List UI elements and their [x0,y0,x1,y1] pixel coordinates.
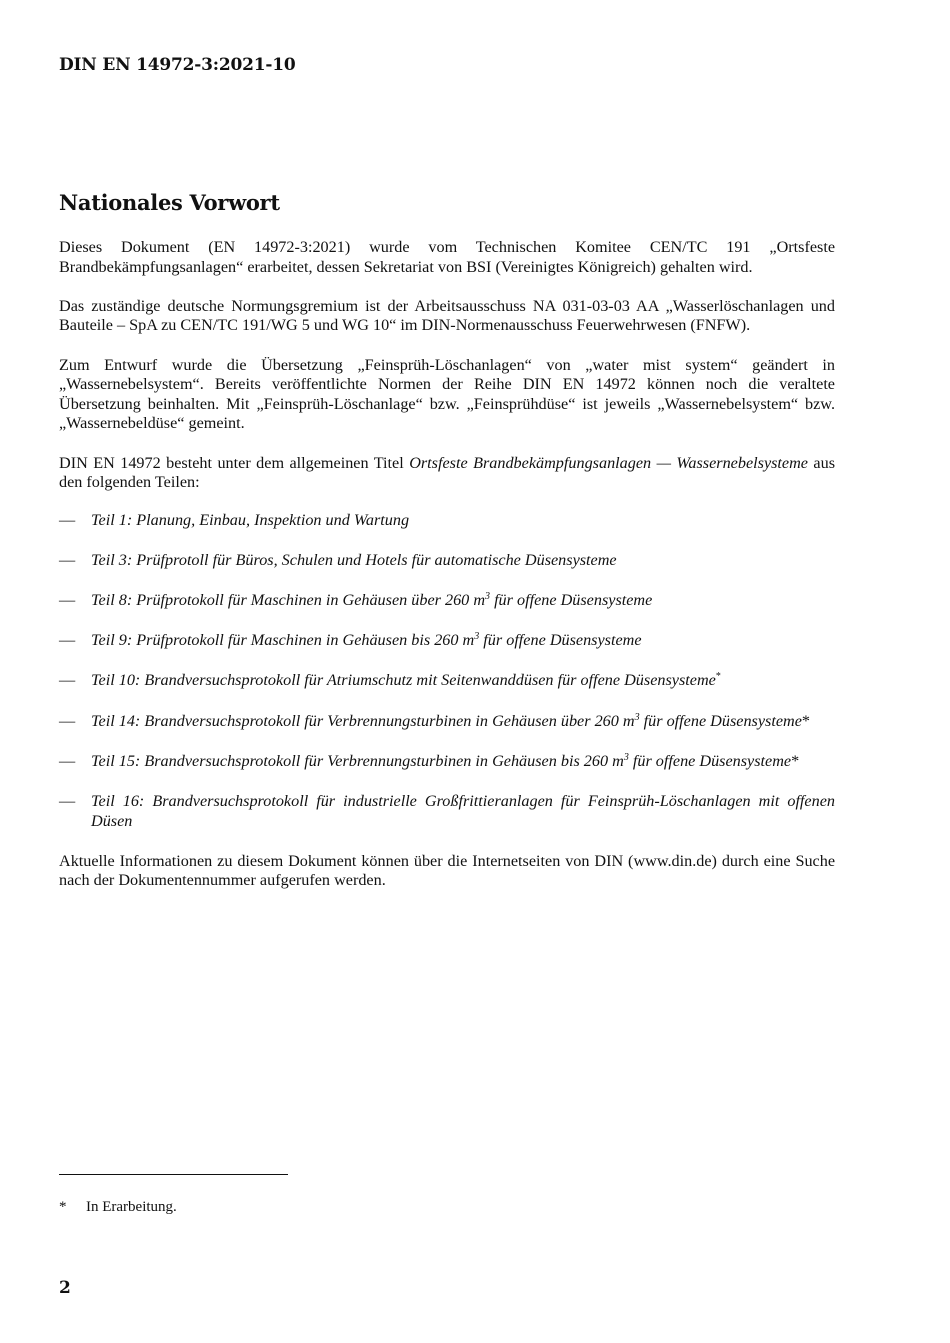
footnote-text: In Erarbeitung. [86,1199,177,1215]
footnote-mark: * [801,711,810,730]
list-item [59,591,835,611]
list-item [59,712,835,732]
page-number: 2 [59,1278,71,1298]
part-title [91,712,802,730]
paragraph-committee: Dieses Dokument (EN 14972-3:2021) wurde vom Technischen Komitee CEN/TC 191 „Ortsfeste Brandbekämpfungsanlagen“ erarbeitet, dessen Sekretariat von BSI (Vereinigtes Königreich) gehalten wird. [59,238,835,276]
part-title-text: Teil 8: Prüfprotokoll für Maschinen in Gehäusen über 260 m [91,591,486,610]
list-dash: — [59,591,76,610]
list-item [59,511,835,531]
footnote-divider [59,1174,288,1175]
superscript: 3 [474,631,480,643]
footnote-mark: * [59,1199,67,1215]
paragraph-national-body: Das zuständige deutsche Normungsgremium ist der Arbeitsausschuss NA 031-03-03 AA „Wasserlöschanlagen und Bauteile – SpA zu CEN/TC 191/WG 5 und WG 10“ im DIN-Normenausschuss Feuerwehrwesen (FNFW). [59,296,835,335]
body-text [59,238,835,911]
paragraph-info: Aktuelle Informationen zu diesem Dokument können über die Internetseiten von DIN (www.din.de) durch eine Suche nach der Dokumentennummer aufgerufen werden. [59,851,835,890]
footnote [59,1199,177,1216]
document-id: DIN EN 14972-3:2021-10 [59,55,296,75]
part-title: Teil 1: Planung, Einbau, Inspektion und Wartung [91,510,410,529]
list-item [59,752,835,772]
superscript: 3 [485,591,491,603]
part-title [91,631,642,649]
part-title: Teil 3: Prüfprotoll für Büros, Schulen und Hotels für automatische Düsensysteme [91,550,617,569]
list-item [59,631,835,651]
list-dash: — [59,751,76,770]
part-title-text: für offene Düsensysteme [490,591,653,610]
superscript: 3 [634,711,640,723]
series-intro-prefix: DIN EN 14972 besteht unter dem allgemeinen Titel [59,453,410,472]
list-item [59,551,835,571]
list-dash: — [59,510,76,529]
part-title-text: Teil 15: Brandversuchsprotokoll für Verbrennungsturbinen in Gehäusen bis 260 m [91,751,624,770]
part-title [91,752,791,770]
paragraph-series-intro [59,454,835,493]
part-title: Teil 10: Brandversuchsprotokoll für Atriumschutz mit Seitenwanddüsen für offene Düsensysteme [91,671,716,690]
list-item [59,792,835,831]
section-title: Nationales Vorwort [59,190,280,215]
part-title-text: Teil 9: Prüfprotokoll für Maschinen in Gehäusen bis 260 m [91,631,475,650]
list-dash: — [59,631,76,650]
list-dash: — [59,711,76,730]
list-dash: — [59,792,76,811]
superscript: 3 [623,751,629,763]
part-title [91,591,652,609]
parts-list [59,511,835,832]
paragraph-translation-note: Zum Entwurf wurde die Übersetzung „Feinsprüh-Löschanlagen“ von „water mist system“ geändert in „Wassernebelsystem“. Bereits veröffentlichte Normen der Reihe DIN EN 14972 können noch die veraltete Übersetzung beinhalten. Mit „Feinsprüh-Löschanlage“ bzw. „Feinsprühdüse“ ist jeweils „Wassernebelsystem“ bzw. „Wassernebeldüse“ gemeint. [59,355,835,433]
part-title-text: für offene Düsensysteme [628,751,792,770]
series-general-title: Ortsfeste Brandbekämpfungsanlagen — Wassernebelsysteme [409,453,808,472]
list-dash: — [59,550,76,569]
list-dash: — [59,671,76,690]
footnote-mark: * [791,751,800,770]
part-title-text: Teil 14: Brandversuchsprotokoll für Verbrennungsturbinen in Gehäusen über 260 m [91,711,635,730]
part-title: Teil 16: Brandversuchsprotokoll für industrielle Großfrittieranlagen für Feinsprüh-Löschanlagen mit offenen Düsen [91,792,835,830]
footnote-mark: * [715,671,721,683]
part-title-text: für offene Düsensysteme [639,711,802,730]
part-title-text: für offene Düsensysteme [479,631,642,650]
series-intro-suffix: aus den folgenden Teilen: [59,453,836,492]
list-item [59,671,835,691]
